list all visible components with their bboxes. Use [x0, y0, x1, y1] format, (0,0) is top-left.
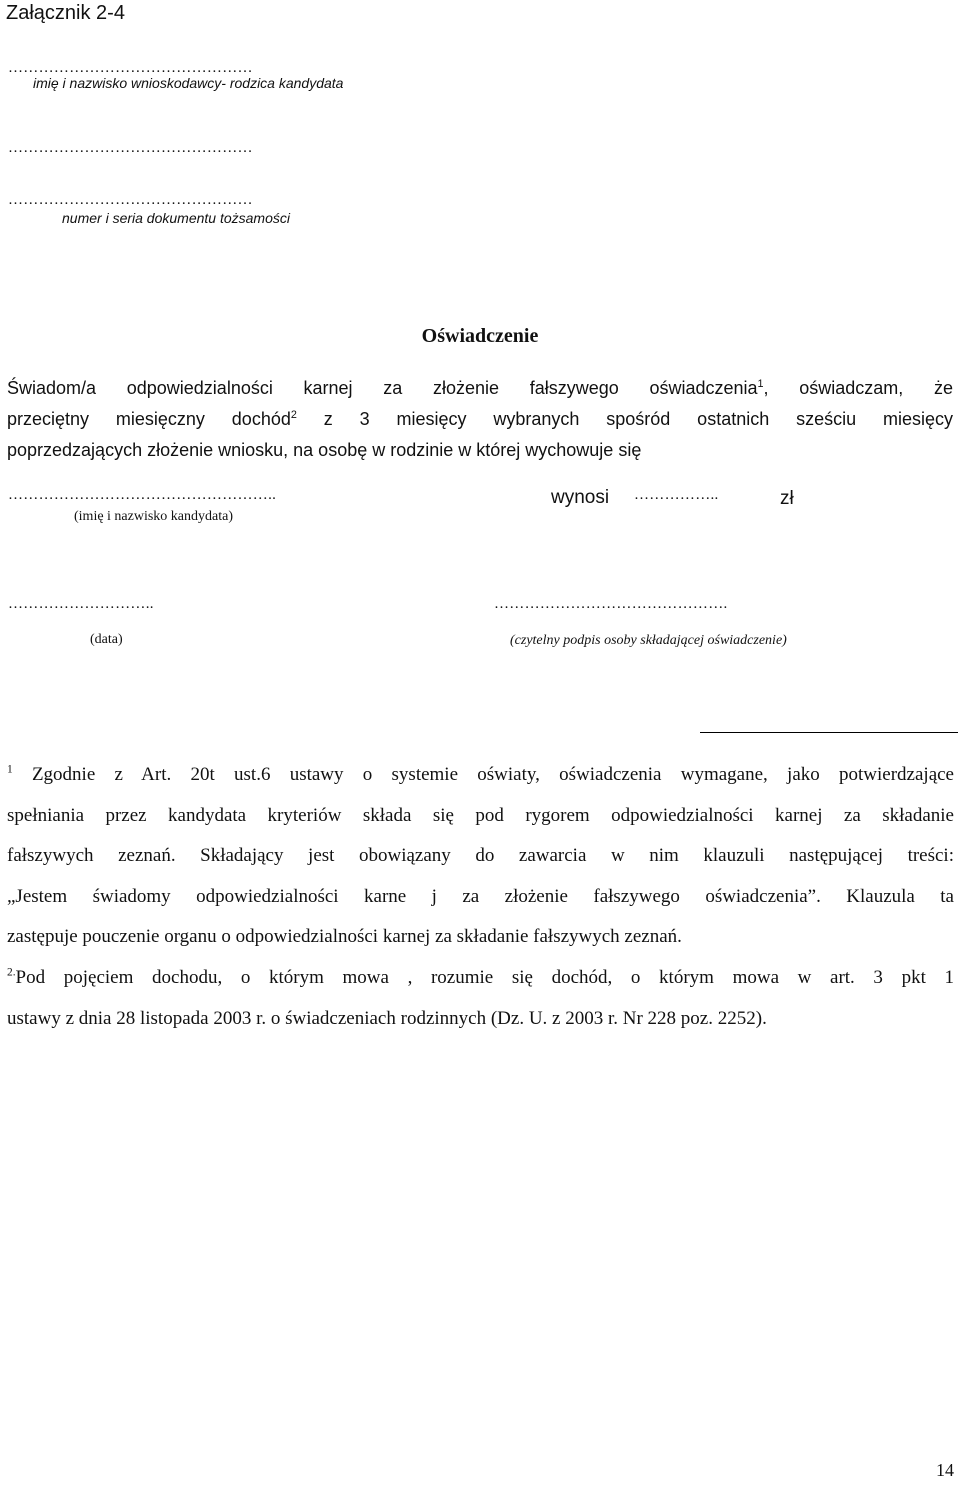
footnote-2-line-1: $^{2.}$Pod pojęciem dochodu, o którym mowa , rozumie się dochód, o którym mowa w art. 3 pkt 1: [7, 966, 954, 988]
parent-name-dots: …………………………………………: [8, 60, 253, 76]
statement-line-1: Świadom/a odpowiedzialności karnej za złożenie fałszywego oświadczenia$^1$, oświadczam, że: [7, 378, 953, 398]
footnote-1-line-4: „Jestem świadomy odpowiedzialności karne j za złożenie fałszywego oświadczenia”. Klauzula ta: [7, 885, 954, 907]
footnote-ref-1: 1: [757, 378, 764, 390]
address-dots: …………………………………………: [8, 140, 253, 156]
signature-dots: ……………………………………….: [494, 596, 728, 612]
footnote-1-line-1: $^1$ Zgodnie z Art. 20t ust.6 ustawy o systemie oświaty, oświadczenia wymagane, jako potwierdzające: [7, 763, 954, 785]
footnote-1: [7, 755, 954, 958]
date-label: (data): [90, 632, 123, 647]
amount-label: wynosi: [551, 487, 610, 508]
statement-line-3: poprzedzających złożenie wniosku, na osobę w rodzinie w której wychowuje się: [7, 440, 642, 460]
footnote-2: [7, 958, 954, 1039]
footnote-1-line-5: zastępuje pouczenie organu o odpowiedzialności karnej za składanie fałszywych zeznań.: [7, 926, 682, 948]
document-label: numer i seria dokumentu tożsamości: [62, 210, 290, 226]
footnote-2-number: 2.: [7, 966, 16, 979]
candidate-name-label: (imię i nazwisko kandydata): [74, 509, 234, 524]
page-number: 14: [936, 1460, 954, 1480]
currency-label: zł: [780, 488, 794, 509]
date-dots: ………………………..: [8, 596, 154, 612]
page-title: Oświadczenie: [421, 325, 539, 347]
footnote-2-line-2: ustawy z dnia 28 listopada 2003 r. o świadczeniach rodzinnych (Dz. U. z 2003 r. Nr 228 poz. 2252).: [7, 1007, 767, 1029]
amount-dots: ……………..: [634, 487, 719, 503]
footnote-separator: [700, 732, 958, 733]
statement-line-2: przeciętny miesięczny dochód$^2$ z 3 miesięcy wybranych spośród ostatnich sześciu miesięcy: [7, 409, 953, 429]
document-dots: …………………………………………: [8, 192, 253, 208]
candidate-name-dots: ……………………………………………..: [8, 487, 277, 503]
statement-paragraph: [7, 373, 953, 466]
footnote-1-number: 1: [7, 763, 13, 776]
annex-label: Załącznik 2-4: [6, 2, 125, 24]
signature-label: (czytelny podpis osoby składającej oświadczenie): [510, 633, 787, 648]
parent-name-label: imię i nazwisko wnioskodawcy- rodzica kandydata: [33, 75, 344, 91]
footnote-1-line-3: fałszywych zeznań. Składający jest obowiązany do zawarcia w nim klauzuli następującej treści:: [7, 845, 954, 867]
footnote-1-line-2: spełniania przez kandydata kryteriów składa się pod rygorem odpowiedzialności karnej za składanie: [7, 804, 954, 826]
footnote-ref-2: 2: [290, 409, 297, 421]
